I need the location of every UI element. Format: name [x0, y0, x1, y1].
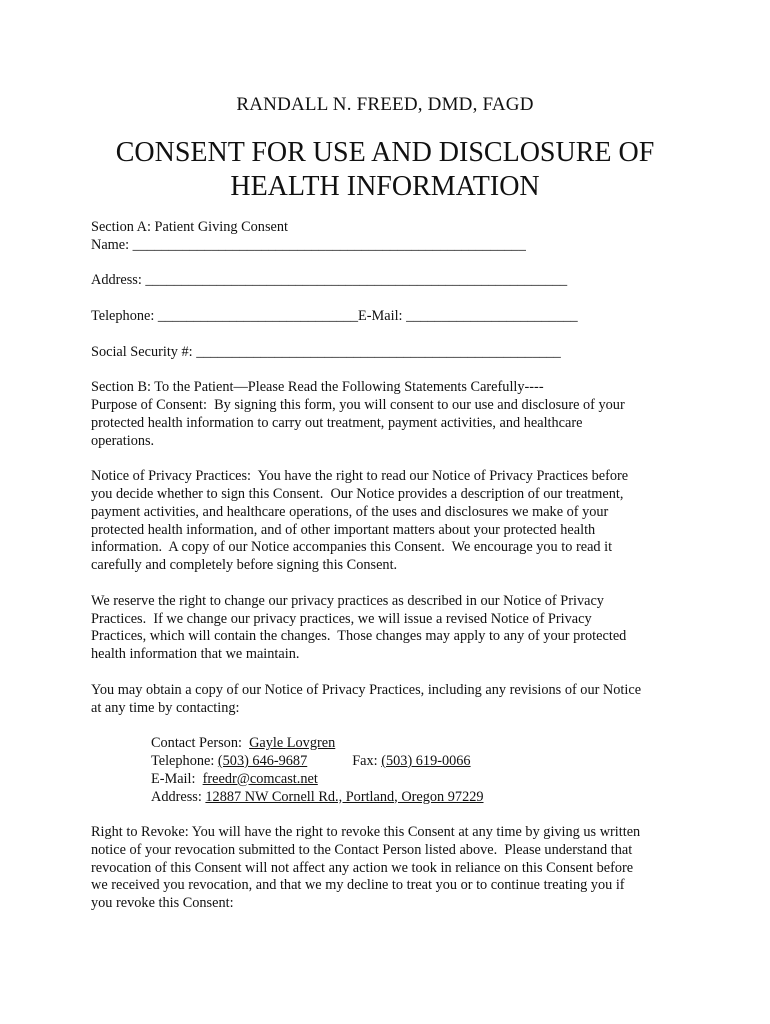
contact-address-row: [151, 789, 691, 807]
paragraph-line: you revoke this Consent:: [91, 895, 234, 912]
paragraph-line: operations.: [91, 432, 155, 449]
paragraph-line: We reserve the right to change our privacy practices as described in our Notice of Privacy: [91, 592, 604, 609]
paragraph-line: protected health information to carry out treatment, payment activities, and healthcare: [91, 414, 583, 431]
contact-email-row: [151, 771, 691, 789]
notice-paragraph: [91, 468, 691, 575]
contact-phone-row: [151, 753, 691, 771]
section-b-heading: Section B: To the Patient—Please Read the Following Statements Carefully----: [91, 379, 544, 396]
paragraph-line: You may obtain a copy of our Notice of Privacy Practices, including any revisions of our Notice: [91, 681, 642, 698]
section-a-heading: Section A: Patient Giving Consent: [91, 219, 288, 235]
title-line-2: HEALTH INFORMATION: [230, 171, 540, 202]
paragraph-line: we received you revocation, and that we my decline to treat you or to continue treating you if: [91, 877, 625, 894]
ssn-field[interactable]: Social Security #: ___________________________________________________: [91, 343, 561, 360]
address-label: Address:: [151, 788, 206, 805]
fax-label: Fax:: [352, 752, 382, 769]
practice-name: RANDALL N. FREED, DMD, FAGD: [236, 94, 534, 115]
reserve-paragraph: [91, 593, 691, 664]
title-line-1: CONSENT FOR USE AND DISCLOSURE OF: [115, 137, 655, 168]
paragraph-line: payment activities, and healthcare operations, of the uses and disclosures we make of your: [91, 503, 609, 520]
paragraph-line: carefully and completely before signing this Consent.: [91, 557, 398, 574]
contact-person-label: Contact Person:: [151, 735, 250, 752]
document-title: [0, 136, 770, 204]
paragraph-line: notice of your revocation submitted to the Contact Person listed above. Please understand that: [91, 841, 633, 858]
paragraph-line: revocation of this Consent will not affect any action we took in reliance on this Consent before: [91, 859, 634, 876]
paragraph-line: Practices. If we change our privacy practices, we will issue a revised Notice of Privacy: [91, 610, 592, 627]
paragraph-line: Right to Revoke: You will have the right to revoke this Consent at any time by giving us written: [91, 824, 641, 841]
name-field[interactable]: Name: _______________________________________________________: [91, 236, 526, 253]
paragraph-line: Practices, which will contain the changes. Those changes may apply to any of your protected: [91, 628, 627, 645]
document-body: [91, 219, 691, 913]
email-label: E-Mail:: [151, 770, 203, 787]
telephone-label: Telephone:: [151, 752, 218, 769]
paragraph-line: you decide whether to sign this Consent. Our Notice provides a description of our treatment,: [91, 485, 624, 502]
paragraph-line: Notice of Privacy Practices: You have the right to read our Notice of Privacy Practices before: [91, 468, 629, 485]
contact-person-value: Gayle Lovgren: [249, 735, 336, 752]
email-link[interactable]: freedr@comcast.net: [202, 770, 318, 787]
paragraph-line: Purpose of Consent: By signing this form, you will consent to our use and disclosure of your: [91, 396, 625, 413]
paragraph-line: health information that we maintain.: [91, 646, 300, 663]
contact-block: [91, 735, 691, 806]
telephone-email-field[interactable]: Telephone: ____________________________E-Mail: ________________________: [91, 307, 578, 324]
revoke-paragraph: [91, 824, 691, 913]
paragraph-line: at any time by contacting:: [91, 699, 240, 716]
paragraph-line: information. A copy of our Notice accompanies this Consent. We encourage you to read it: [91, 539, 613, 556]
obtain-paragraph: [91, 682, 691, 718]
address-value: 12887 NW Cornell Rd., Portland, Oregon 97229: [205, 788, 484, 805]
telephone-value: (503) 646-9687: [217, 752, 308, 769]
contact-person-row: [151, 735, 691, 753]
address-field[interactable]: Address: ___________________________________________________________: [91, 272, 568, 289]
fax-value: (503) 619-0066: [381, 752, 471, 769]
purpose-paragraph: [91, 397, 691, 450]
paragraph-line: protected health information, and of other important matters about your protected health: [91, 521, 596, 538]
